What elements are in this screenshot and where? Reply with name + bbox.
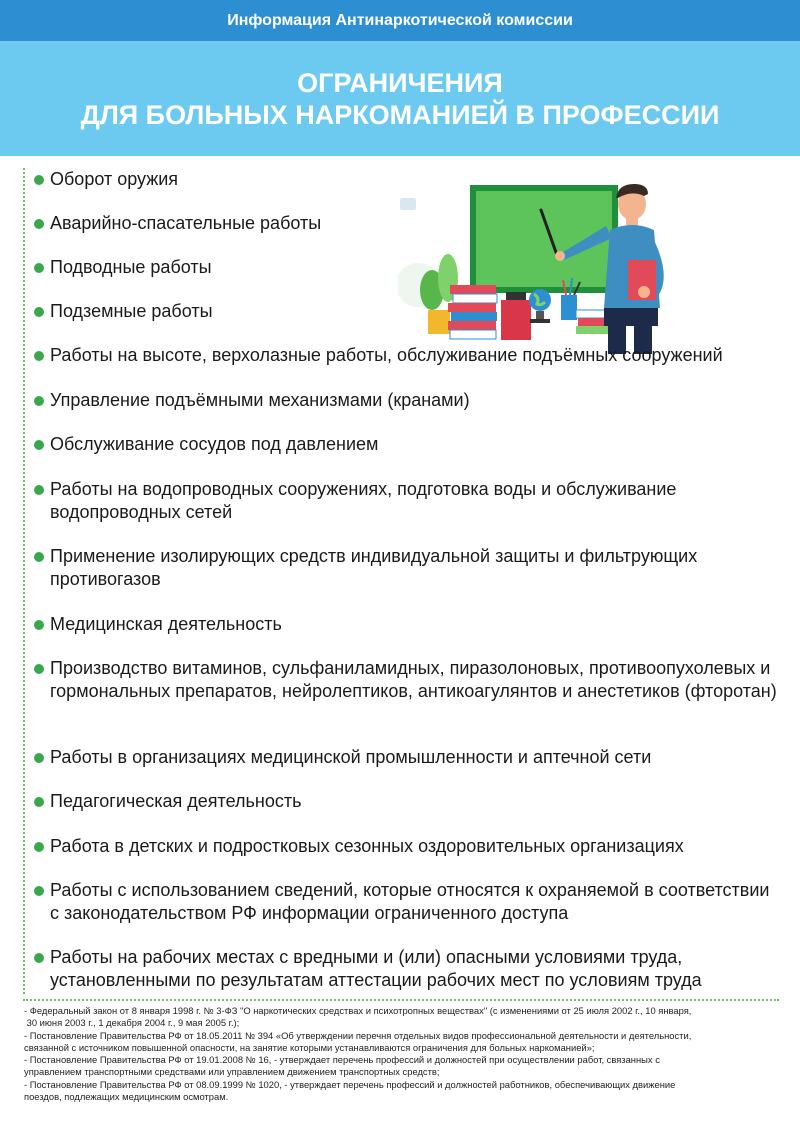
dotted-divider-vertical — [23, 168, 25, 994]
bullet-icon — [34, 485, 44, 495]
list-item: Обслуживание сосудов под давлением — [34, 433, 780, 456]
list-item: Оборот оружия — [34, 168, 780, 191]
bullet-icon — [34, 620, 44, 630]
header-top-label: Информация Антинаркотической комиссии — [227, 11, 573, 29]
bullet-icon — [34, 219, 44, 229]
list-item: Управление подъёмными механизмами (кранами) — [34, 389, 780, 412]
page-title-line1: ОГРАНИЧЕНИЯ — [297, 67, 503, 98]
list-item: Подземные работы — [34, 300, 780, 323]
bullet-icon — [34, 263, 44, 273]
page-title-line2: ДЛЯ БОЛЬНЫХ НАРКОМАНИЕЙ В ПРОФЕССИИ — [80, 99, 720, 130]
list-item: Аварийно-спасательные работы — [34, 212, 780, 235]
bullet-icon — [34, 440, 44, 450]
bullet-icon — [34, 175, 44, 185]
bullet-icon — [34, 842, 44, 852]
bullet-icon — [34, 351, 44, 361]
list-item: Работы на водопроводных сооружениях, подготовка воды и обслуживание водопроводных сетей — [34, 478, 780, 524]
footnote: - Федеральный закон от 8 января 1998 г. № 3-ФЗ "О наркотических средствах и психотропных веществах" (с изменениями от 25 июля 2002 г., 10 января, 30 июня 2003 г., 1 декабря 2004 г., 9 мая 2005 г.); — [24, 1005, 692, 1029]
list-item: Работа в детских и подростковых сезонных оздоровительных организациях — [34, 835, 780, 858]
footnote: - Постановление Правительства РФ от 19.01.2008 № 16, - утверждает перечень профессий и должностей при осуществлении работ, связанных с управлением транспортными средствами или управлением движением транспортных средств; — [24, 1054, 660, 1078]
list-item: Работы на высоте, верхолазные работы, обслуживание подъёмных сооружений — [34, 344, 780, 367]
bullet-icon — [34, 664, 44, 674]
list-item: Подводные работы — [34, 256, 780, 279]
bullet-icon — [34, 886, 44, 896]
header-top-bar — [0, 0, 800, 41]
bullet-icon — [34, 307, 44, 317]
list-item: Педагогическая деятельность — [34, 790, 780, 813]
footnote: - Постановление Правительства РФ от 08.09.1999 № 1020, - утверждает перечень профессий и должностей работников, обеспечивающих движение поездов, подлежащих медицинским осмотрам. — [24, 1078, 676, 1103]
list-item: Применение изолирующих средств индивидуальной защиты и фильтрующих противогазов — [34, 545, 780, 591]
bullet-icon — [34, 953, 44, 963]
dotted-divider-horizontal — [23, 999, 779, 1001]
list-item: Работы на рабочих местах с вредными и (или) опасными условиями труда, установленными по результатам аттестации рабочих мест по условиям труда — [34, 946, 780, 992]
bullet-icon — [34, 552, 44, 562]
footnotes — [24, 1005, 784, 1103]
bullet-icon — [34, 396, 44, 406]
footnote: - Постановление Правительства РФ от 18.05.2011 № 394 «Об утверждении перечня отдельных видов профессиональной деятельности и деятельности, связанной с источником повышенной опасности, на занятие которыми устанавливаются ограничения для больных наркоманией»; — [24, 1029, 692, 1053]
list-item: Производство витаминов, сульфаниламидных, пиразолоновых, противоопухолевых и гормональных препаратов, нейролептиков, антикоагулянтов и анестетиков (фторотан) — [34, 657, 780, 703]
list-item: Работы с использованием сведений, которые относятся к охраняемой в соответствии с законодательством РФ информации ограниченного доступа — [34, 879, 780, 925]
title-banner — [0, 41, 800, 156]
bullet-icon — [34, 797, 44, 807]
list-item: Медицинская деятельность — [34, 613, 780, 636]
list-item: Работы в организациях медицинской промышленности и аптечной сети — [34, 746, 780, 769]
chat-icon — [400, 198, 416, 210]
bullet-icon — [34, 753, 44, 763]
